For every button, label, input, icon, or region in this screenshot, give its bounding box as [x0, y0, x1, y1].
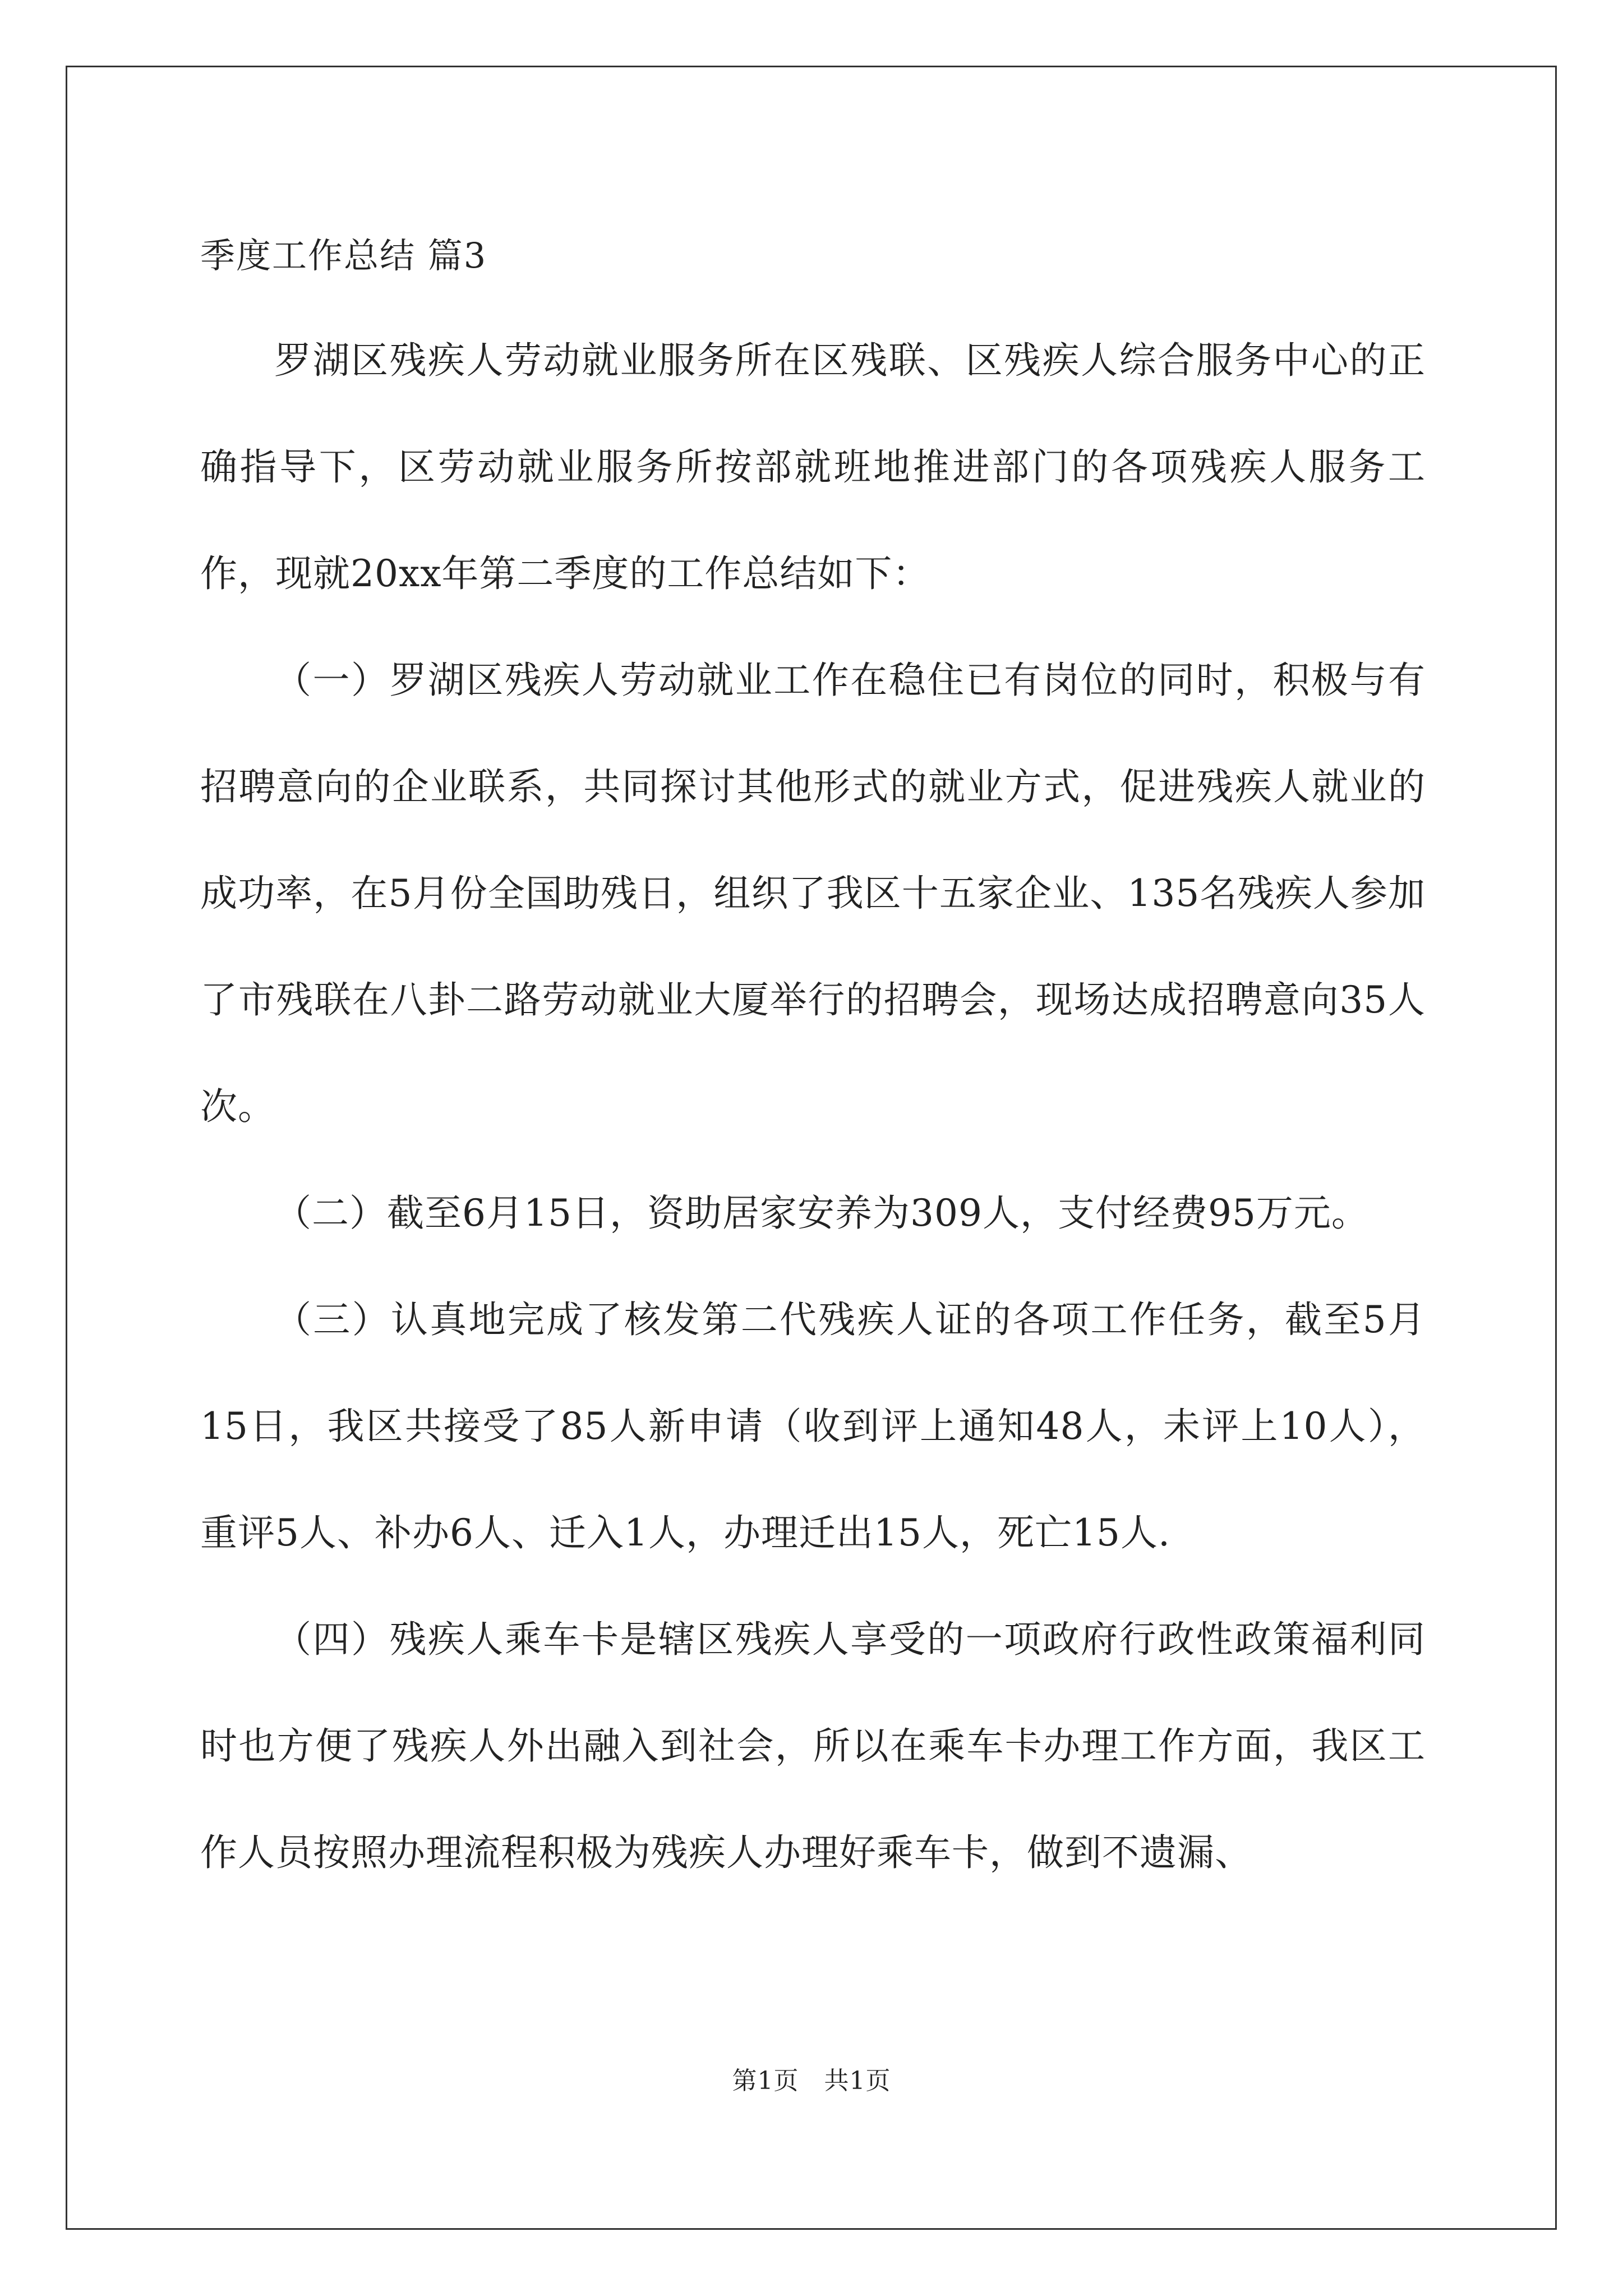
- paragraph-intro: 罗湖区残疾人劳动就业服务所在区残联、区残疾人综合服务中心的正确指导下，区劳动就业服务所按部就班地推进部门的各项残疾人服务工作，现就20xx年第二季度的工作总结如下：: [200, 339, 1426, 595]
- paragraph-section-2: （二）截至6月15日，资助居家安养为309人，支付经费95万元。: [274, 1191, 1369, 1235]
- paragraph-section-3: （三）认真地完成了核发第二代残疾人证的各项工作任务，截至5月15日，我区共接受了85人新申请（收到评上通知48人，未评上10人），重评5人、补办6人、迁入1人，办理迁出15人，死亡15人.: [200, 1298, 1426, 1554]
- page-footer: 第1页 共1页: [732, 2067, 891, 2095]
- document-body: [200, 222, 1426, 1906]
- paragraph-section-1: （一）罗湖区残疾人劳动就业工作在稳住已有岗位的同时，积极与有招聘意向的企业联系，共同探讨其他形式的就业方式，促进残疾人就业的成功率，在5月份全国助残日，组织了我区十五家企业、135名残疾人参加了市残联在八卦二路劳动就业大厦举行的招聘会，现场达成招聘意向35人次。: [200, 659, 1426, 1128]
- document-title: 季度工作总结 篇3: [200, 235, 487, 276]
- paragraph-section-4: （四）残疾人乘车卡是辖区残疾人享受的一项政府行政性政策福利同时也方便了残疾人外出融入到社会，所以在乘车卡办理工作方面，我区工作人员按照办理流程积极为残疾人办理好乘车卡，做到不遗漏、: [200, 1618, 1426, 1874]
